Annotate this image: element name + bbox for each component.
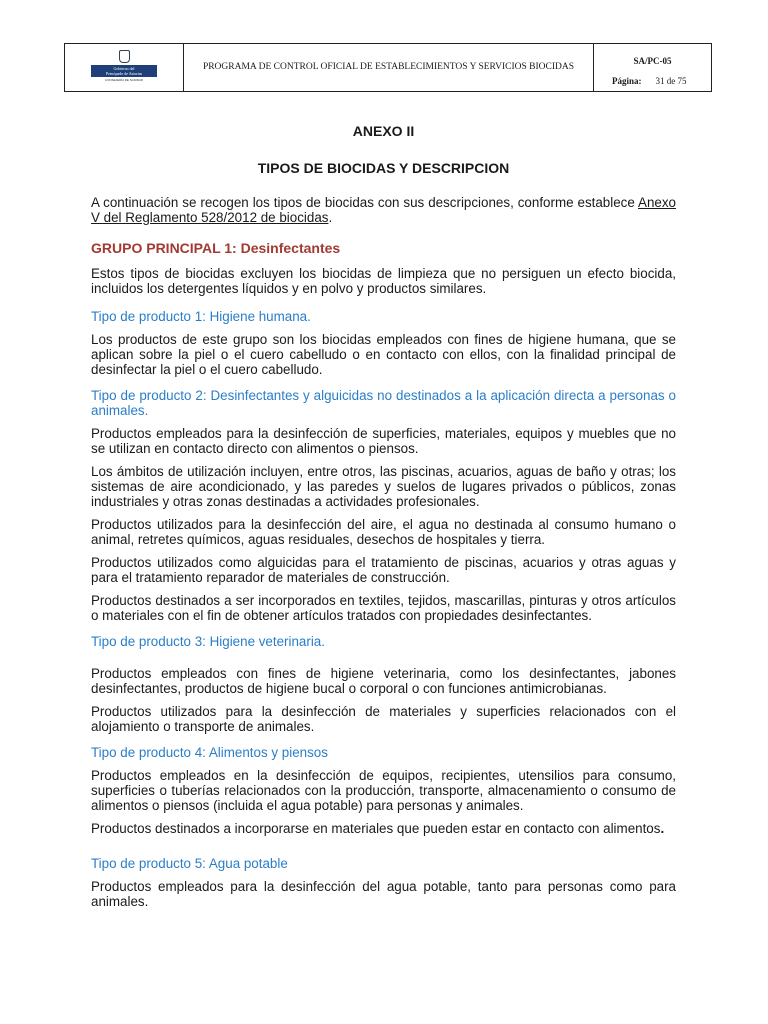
logo-banner [91,65,157,77]
product-type-5-heading: Tipo de producto 5: Agua potable [91,856,288,871]
header-meta-cell [594,44,711,91]
product-type-1-heading: Tipo de producto 1: Higiene humana. [91,309,311,324]
product-type-4-heading: Tipo de producto 4: Alimentos y piensos [91,745,328,760]
product-type-2-text-1: Productos empleados para la desinfección de superficies, materiales, equipos y muebles que no se utilizan en contacto directo con alimentos o piensos. [91,426,676,456]
product-type-2-heading: Tipo de producto 2: Desinfectantes y alguicidas no destinados a la aplicación directa a personas o animales. [91,388,676,418]
government-logo [90,50,158,86]
logo-line2: Principado de Asturias [105,70,143,76]
product-type-4-text-2-body: Productos destinados a incorporarse en materiales que pueden estar en contacto con alimentos [91,821,661,836]
page-value: 31 de 75 [655,76,687,86]
product-type-3-text-1: Productos empleados con fines de higiene veterinaria, como los desinfectantes, jabones desinfectantes, productos de higiene bucal o corporal o con funciones antimicrobianas. [91,666,676,696]
logo-subline: CONSEJERÍA DE SANIDAD [104,77,144,82]
regulation-reference: Anexo V del Reglamento 528/2012 de biocidas [91,195,676,225]
page-indicator [612,76,687,86]
product-type-4-text-2-end: . [660,821,665,836]
product-type-3-text-2: Productos utilizados para la desinfección de materiales y superficies relacionados con el alojamiento o transporte de animales. [91,704,676,734]
product-type-3-heading: Tipo de producto 3: Higiene veterinaria. [91,634,325,649]
section-title: TIPOS DE BIOCIDAS Y DESCRIPCION [257,160,510,176]
product-type-1-text: Los productos de este grupo son los biocidas empleados con fines de higiene humana, que se aplican sobre la piel o el cuero cabelludo o en contacto con ellos, con la finalidad principal de desinfectar la piel o el cuero cabelludo. [91,332,676,377]
intro-paragraph [91,195,676,225]
product-type-2-text-2: Los ámbitos de utilización incluyen, entre otros, las piscinas, acuarios, aguas de baño y otras; los sistemas de aire acondicionado, y las paredes y suelos de lugares privados o públicos, zonas industriales y otras zonas destinadas a actividades profesionales. [91,464,676,509]
group-heading: GRUPO PRINCIPAL 1: Desinfectantes [91,240,341,256]
intro-end: . [328,210,333,225]
group-description: Estos tipos de biocidas excluyen los biocidas de limpieza que no persiguen un efecto biocida, incluidos los detergentes líquidos y en polvo y productos similares. [91,266,676,296]
annex-heading: ANEXO II [352,123,415,139]
product-type-4-text-1: Productos empleados en la desinfección de equipos, recipientes, utensilios para consumo, superficies o tuberías relacionados con la producción, transporte, almacenamiento o consumo de alimentos o piensos (incluida el agua potable) para personas y animales. [91,768,676,813]
document-header [64,43,712,92]
product-type-4-text-2 [91,821,676,836]
crest-icon [119,50,130,63]
header-logo-cell [65,44,184,91]
document-body [91,124,676,917]
page-label: Página: [612,76,642,86]
product-type-2-text-3: Productos utilizados para la desinfección del aire, el agua no destinada al consumo humano o animal, retretes químicos, aguas residuales, desechos de hospitales y tierra. [91,517,676,547]
logo-line1: Gobierno del [113,65,135,71]
document-code: SA/PC-05 [633,56,672,66]
program-title: PROGRAMA DE CONTROL OFICIAL DE ESTABLECIMIENTOS Y SERVICIOS BIOCIDAS [184,44,594,91]
intro-text: A continuación se recogen los tipos de biocidas con sus descripciones, conforme establece [91,195,639,210]
product-type-2-text-4: Productos utilizados como alguicidas para el tratamiento de piscinas, acuarios y otras aguas y para el tratamiento reparador de materiales de construcción. [91,555,676,585]
product-type-5-text: Productos empleados para la desinfección del agua potable, tanto para personas como para animales. [91,879,676,909]
product-type-2-text-5: Productos destinados a ser incorporados en textiles, tejidos, mascarillas, pinturas y otros artículos o materiales con el fin de obtener artículos tratados con propiedades desinfectantes. [91,593,676,623]
